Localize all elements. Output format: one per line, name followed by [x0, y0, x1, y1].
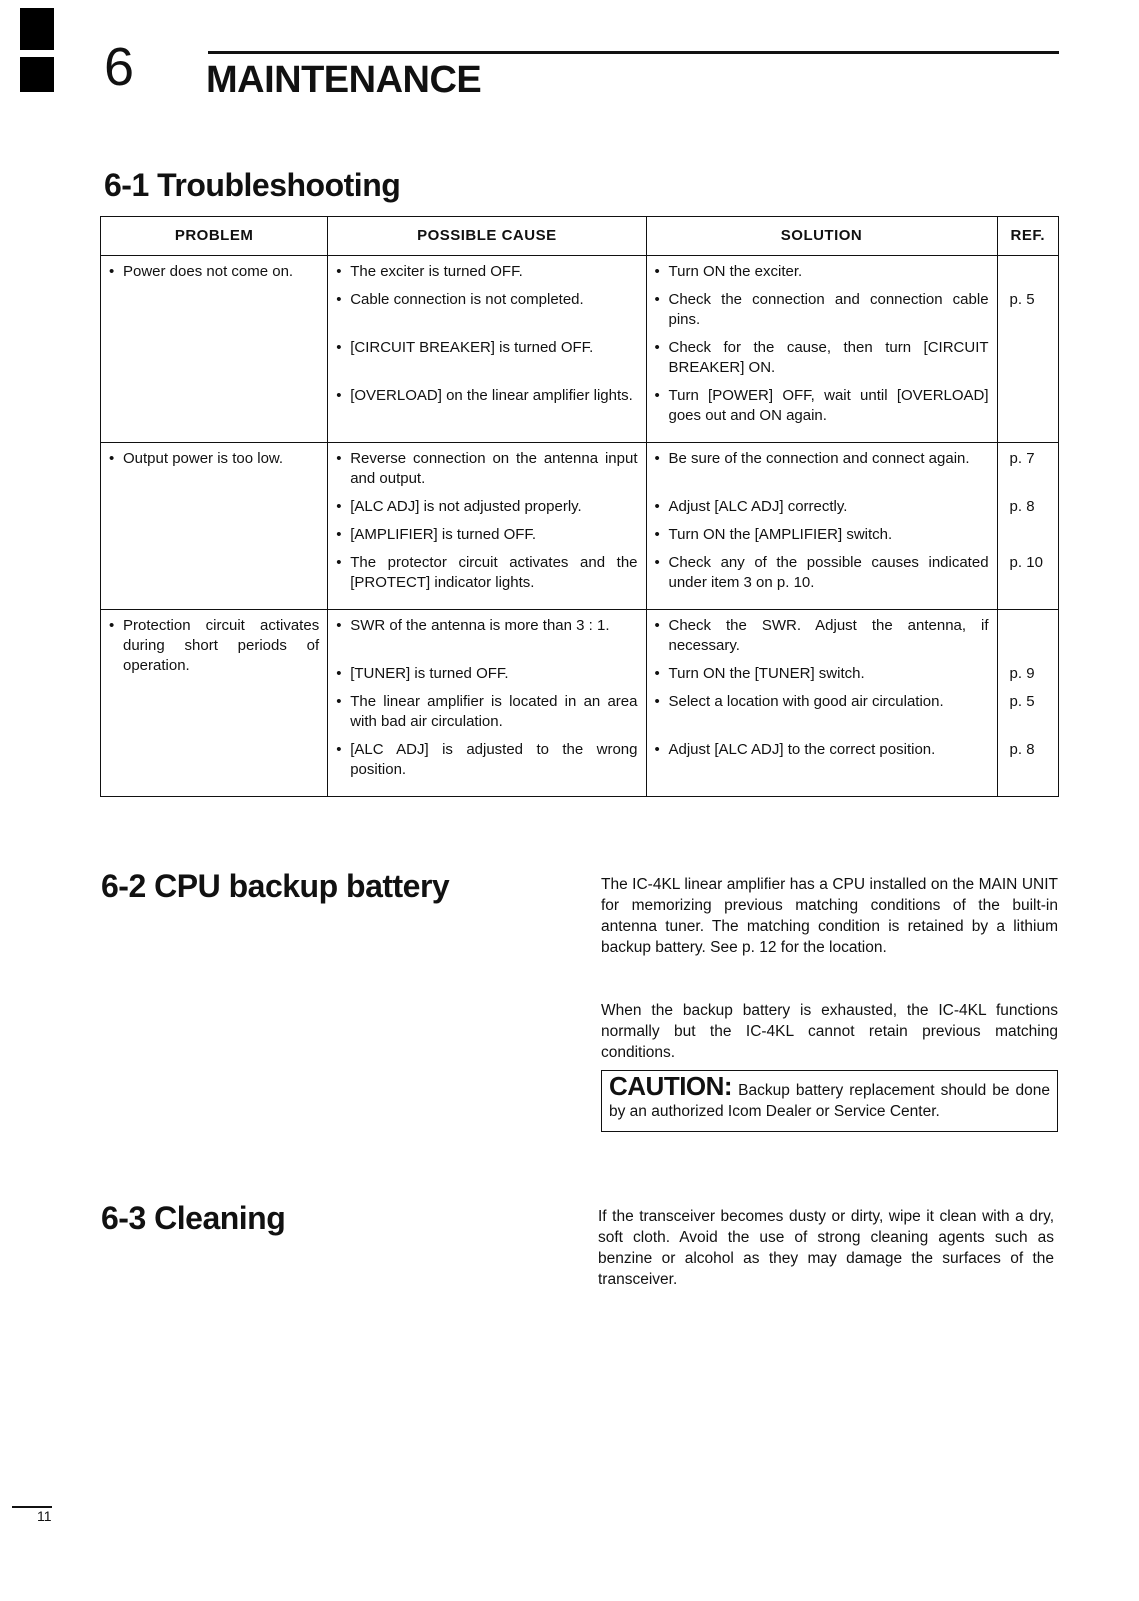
cause-item: • SWR of the antenna is more than 3 : 1. — [336, 617, 610, 634]
section-title-cleaning: 6-3 Cleaning — [101, 1200, 286, 1236]
cause-item: • The linear amplifier is located in an area with bad air circulation. — [336, 693, 638, 730]
solution-item: • Be sure of the connection and connect again. — [654, 450, 970, 467]
problem-cell — [101, 610, 328, 797]
cause-cell — [328, 256, 646, 443]
header-problem: PROBLEM — [101, 217, 328, 256]
bullet-icon: • — [336, 450, 342, 467]
cause-item: • [OVERLOAD] on the linear amplifier lights. — [336, 387, 633, 404]
cause-cell — [328, 443, 646, 610]
solution-item: • Turn ON the [AMPLIFIER] switch. — [654, 526, 893, 543]
problem-item: • Protection circuit activates during short periods of operation. — [109, 617, 320, 674]
ref-cell — [997, 443, 1058, 610]
solution-item: • Select a location with good air circulation. — [654, 693, 944, 710]
bullet-icon: • — [654, 291, 660, 308]
cause-item: • Reverse connection on the antenna input and output. — [336, 450, 638, 487]
bullet-icon: • — [336, 263, 342, 280]
ref-item: p. 10 — [1009, 554, 1043, 571]
solution-item: • Turn [POWER] OFF, wait until [OVERLOAD] goes out and ON again. — [654, 387, 989, 424]
cpu-battery-paragraph-2: When the backup battery is exhausted, the IC-4KL functions normally but the IC-4KL cannot retain previous matching conditions. — [601, 1002, 1058, 1061]
bullet-icon: • — [654, 693, 660, 710]
caution-text: Backup battery replacement should be done by an authorized Icom Dealer or Service Center. — [609, 1082, 1051, 1120]
cause-item: • Cable connection is not completed. — [336, 291, 584, 308]
bullet-icon: • — [654, 617, 660, 634]
solution-item: • Check the connection and connection cable pins. — [654, 291, 989, 328]
ref-item: p. 7 — [1009, 450, 1035, 467]
chapter-tab-marker-bottom — [20, 57, 54, 92]
solution-item: • Check for the cause, then turn [CIRCUIT BREAKER] ON. — [654, 339, 989, 376]
solution-item: • Turn ON the [TUNER] switch. — [654, 665, 865, 682]
caution-box — [601, 1070, 1058, 1132]
table-row — [101, 610, 1059, 797]
bullet-icon: • — [654, 450, 660, 467]
bullet-icon: • — [336, 617, 342, 634]
solution-cell — [646, 610, 997, 797]
bullet-icon: • — [654, 741, 660, 758]
bullet-icon: • — [654, 554, 660, 571]
ref-cell — [997, 610, 1058, 797]
bullet-icon: • — [654, 339, 660, 356]
bullet-icon: • — [654, 498, 660, 515]
problem-cell — [101, 443, 328, 610]
chapter-tab-marker-top — [20, 8, 54, 50]
troubleshooting-table — [100, 216, 1059, 797]
solution-item: • Turn ON the exciter. — [654, 263, 803, 280]
table-row — [101, 443, 1059, 610]
ref-item — [1010, 262, 1052, 282]
bullet-icon: • — [654, 387, 660, 404]
solution-item: • Check any of the possible causes indicated under item 3 on p. 10. — [654, 554, 989, 591]
problem-cell — [101, 256, 328, 443]
bullet-icon: • — [336, 387, 342, 404]
page-number: 11 — [37, 1508, 52, 1524]
cause-item: • The exciter is turned OFF. — [336, 263, 523, 280]
table-row — [101, 256, 1059, 443]
cleaning-paragraph: If the transceiver becomes dusty or dirty, wipe it clean with a dry, soft cloth. Avoid the use of strong cleaning agents such as benzine or alcohol as they may damage the surfaces of the transceiver. — [598, 1208, 1054, 1288]
bullet-icon: • — [336, 526, 342, 543]
cause-item: • The protector circuit activates and the [PROTECT] indicator lights. — [336, 554, 638, 591]
cpu-battery-paragraph-1: The IC-4KL linear amplifier has a CPU installed on the MAIN UNIT for memorizing previous matching conditions of the built-in antenna tuner. The matching condition is retained by a lithium backup battery. See p. 12 for the location. — [601, 876, 1058, 956]
ref-item: p. 8 — [1009, 741, 1035, 758]
solution-item: • Check the SWR. Adjust the antenna, if necessary. — [654, 617, 989, 654]
bullet-icon: • — [336, 665, 342, 682]
ref-item — [1010, 386, 1052, 426]
ref-item — [1010, 525, 1052, 545]
caution-label: CAUTION: — [609, 1071, 733, 1101]
bullet-icon: • — [336, 554, 342, 571]
bullet-icon: • — [109, 617, 115, 634]
bullet-icon: • — [336, 291, 342, 308]
ref-item: p. 9 — [1009, 665, 1035, 682]
problem-item: • Output power is too low. — [109, 450, 284, 467]
cause-item: • [TUNER] is turned OFF. — [336, 665, 509, 682]
cause-cell — [328, 610, 646, 797]
header-ref: REF. — [997, 217, 1058, 256]
header-possible-cause: POSSIBLE CAUSE — [328, 217, 646, 256]
solution-cell — [646, 443, 997, 610]
section-title-troubleshooting: 6-1 Troubleshooting — [104, 167, 401, 203]
ref-item — [1010, 338, 1052, 378]
bullet-icon: • — [109, 450, 115, 467]
ref-item: p. 5 — [1009, 693, 1035, 710]
solution-item: • Adjust [ALC ADJ] to the correct position. — [654, 741, 936, 758]
ref-item: p. 8 — [1009, 498, 1035, 515]
section-title-cpu-backup-battery: 6-2 CPU backup battery — [101, 868, 450, 904]
bullet-icon: • — [336, 693, 342, 710]
bullet-icon: • — [654, 263, 660, 280]
cause-item: • [ALC ADJ] is adjusted to the wrong position. — [336, 741, 638, 778]
chapter-rule — [208, 51, 1059, 54]
bullet-icon: • — [336, 741, 342, 758]
cause-item: • [AMPLIFIER] is turned OFF. — [336, 526, 537, 543]
problem-item: • Power does not come on. — [109, 263, 294, 280]
bullet-icon: • — [654, 526, 660, 543]
ref-item: p. 5 — [1009, 291, 1035, 308]
solution-cell — [646, 256, 997, 443]
bullet-icon: • — [109, 263, 115, 280]
table-header-row — [101, 217, 1059, 256]
header-solution: SOLUTION — [646, 217, 997, 256]
cause-item: • [CIRCUIT BREAKER] is turned OFF. — [336, 339, 594, 356]
chapter-number: 6 — [104, 37, 135, 97]
cause-item: • [ALC ADJ] is not adjusted properly. — [336, 498, 582, 515]
ref-item — [1010, 616, 1052, 656]
bullet-icon: • — [336, 498, 342, 515]
bullet-icon: • — [336, 339, 342, 356]
ref-cell — [997, 256, 1058, 443]
bullet-icon: • — [654, 665, 660, 682]
chapter-title: MAINTENANCE — [206, 59, 482, 101]
solution-item: • Adjust [ALC ADJ] correctly. — [654, 498, 848, 515]
